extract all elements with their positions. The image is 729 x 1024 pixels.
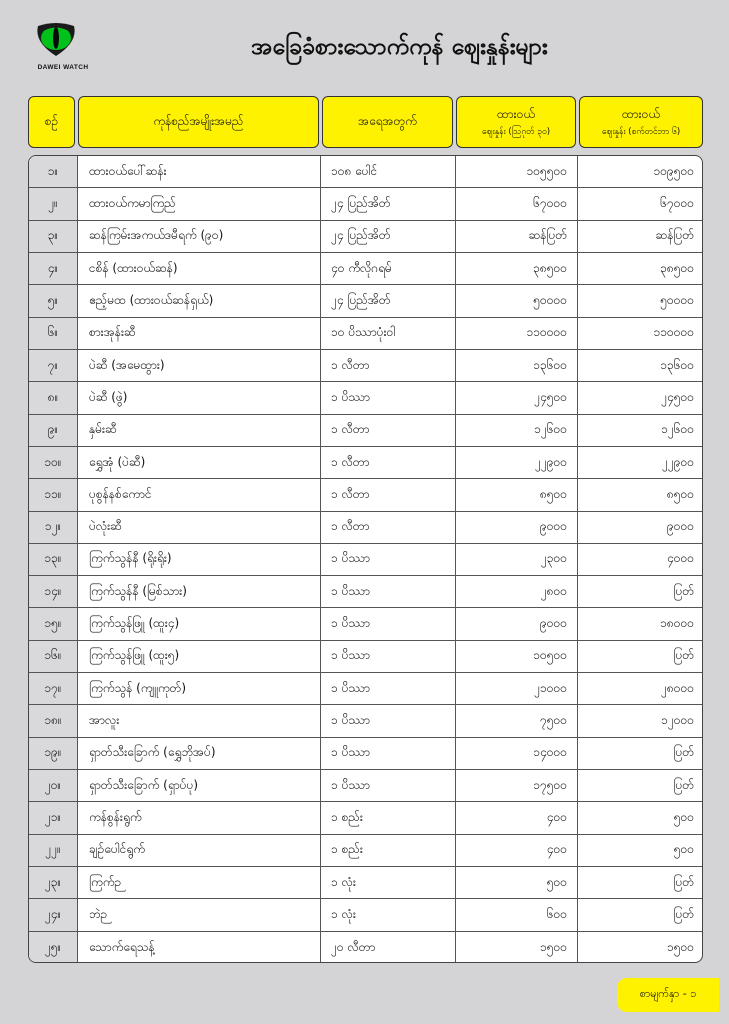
item-name: ရှာတ်သီးခြောက် (ရွှေဘိုအပ်) [78, 738, 321, 769]
price-aug: ၁၄၀၀၀ [456, 738, 578, 769]
row-number: ၇။ [29, 350, 78, 381]
price-aug: ၉၀၀၀ [456, 512, 578, 543]
table-row [29, 318, 702, 350]
price-sep: ၂၂၉၀၀ [661, 454, 694, 469]
item-unit: ၁ ပိဿာ [321, 576, 456, 607]
item-unit: ၁ ပိဿာ [321, 608, 456, 639]
price-sep: ၅၀၀၀၀ [660, 292, 694, 307]
price-aug: ဆန်ပြတ် [456, 221, 578, 252]
item-unit: ၁ ပိဿာ [321, 544, 456, 575]
item-name: ရှာတ်သီးခြောက် (ရှာပ်ပု) [78, 770, 321, 801]
row-number: ၂၀။ [29, 770, 78, 801]
item-unit: ၁ ပိဿာ [321, 705, 456, 736]
price-aug: ၁၇၅၀၀ [456, 770, 578, 801]
price-sep: ၆၇၀၀၀ [660, 195, 694, 210]
item-unit: ၁ လီတာ [321, 479, 456, 510]
item-name: ဧည့်မထ (ထားဝယ်ဆန်ရှယ်) [78, 285, 321, 316]
table-row [29, 641, 702, 673]
row-number: ၉။ [29, 415, 78, 446]
row-number: ၂၂။ [29, 835, 78, 866]
header-price-sep: ထားဝယ် ဈေးနှုန်း (စက်တင်ဘာ ၆) [579, 96, 703, 148]
row-number: ၁၀။ [29, 447, 78, 478]
price-aug: ၆၀၀ [456, 899, 578, 930]
row-number: ၁၆။ [29, 641, 78, 672]
page-number-badge: စာမျက်နှာ - ၁ [617, 978, 719, 1012]
item-unit: ၁ ပိဿာ [321, 738, 456, 769]
item-name: ပုစွန်နစ်ကောင် [78, 479, 321, 510]
price-aug: ၂၂၉၀၀ [456, 447, 578, 478]
item-unit: ၁ စည်း [321, 802, 456, 833]
header-unit: အရေအတွက် [322, 96, 453, 148]
price-aug: ၃၈၅၀၀ [456, 253, 578, 284]
price-aug: ၄၀၀ [456, 835, 578, 866]
table-row [29, 253, 702, 285]
header-name: ကုန်စည်အမျိုးအမည် [78, 96, 319, 148]
table-row [29, 932, 702, 963]
page-title: အခြေခံစားသောက်ကုန် ဈေးနှုန်းများ [251, 34, 548, 60]
price-aug: ၄၀၀ [456, 802, 578, 833]
item-unit: ၁ ပိဿာ [321, 770, 456, 801]
table-row [29, 802, 702, 834]
table-row [29, 544, 702, 576]
price-aug: ၆၇၀၀၀ [456, 188, 578, 219]
price-sep: ပြတ် [673, 874, 694, 889]
row-number: ၁၄။ [29, 576, 78, 607]
price-sep: ပြတ် [673, 907, 694, 922]
price-aug: ၁၀၅၅၀၀ [456, 156, 578, 187]
table-row [29, 673, 702, 705]
price-sep: ပြတ် [673, 648, 694, 663]
price-aug: ၂၃၀၀ [456, 544, 578, 575]
row-number: ၁၉။ [29, 738, 78, 769]
row-number: ၅။ [29, 285, 78, 316]
price-sep: ဆန်ပြတ် [655, 228, 694, 243]
price-sep: ၈၅၀၀ [666, 486, 694, 501]
item-name: စားအုန်းဆီ [78, 318, 321, 349]
item-name: ကြက်သွန် (ကျူကုတ်) [78, 673, 321, 704]
price-sep: ၁၀၉၅၀၀ [653, 163, 694, 178]
price-sep: ၁၂၀၀၀ [661, 713, 694, 728]
table-row [29, 285, 702, 317]
item-name: နှမ်းဆီ [78, 415, 321, 446]
table-row [29, 221, 702, 253]
price-aug: ၁၅၀၀ [456, 932, 578, 963]
item-unit: ၄၀ ကီလိုဂရမ် [321, 253, 456, 284]
table-row [29, 705, 702, 737]
item-name: ကြက်သွန်ဖြူ (ထူး၄) [78, 608, 321, 639]
item-unit: ၂၀ လီတာ [321, 932, 456, 963]
item-unit: ၁ ပိဿာ [321, 382, 456, 413]
price-aug: ၈၅၀၀ [456, 479, 578, 510]
item-unit: ၂၄ ပြည်အိတ် [321, 221, 456, 252]
price-aug: ၅၀၀၀၀ [456, 285, 578, 316]
item-unit: ၁ လီတာ [321, 447, 456, 478]
price-sep: ၉၀၀၀ [667, 519, 694, 534]
item-name: ကြက်ဉ [78, 867, 321, 898]
price-aug: ၇၅၀၀ [456, 705, 578, 736]
row-number: ၁။ [29, 156, 78, 187]
table-row [29, 479, 702, 511]
item-name: ငစိန် (ထားဝယ်ဆန်) [78, 253, 321, 284]
price-aug: ၉၀၀၀ [456, 608, 578, 639]
table-row [29, 899, 702, 931]
row-number: ၂၃။ [29, 867, 78, 898]
row-number: ၆။ [29, 318, 78, 349]
price-sep: ပြတ် [673, 583, 694, 598]
item-name: ချဉ်ပေါင်ရွက် [78, 835, 321, 866]
price-sep: ၅၀၀ [673, 810, 694, 825]
item-name: ကြက်သွန်နီ (ရိုးရိုး) [78, 544, 321, 575]
item-unit: ၂၄ ပြည်အိတ် [321, 285, 456, 316]
row-number: ၁၇။ [29, 673, 78, 704]
row-number: ၂၁။ [29, 802, 78, 833]
price-sep: ပြတ် [673, 777, 694, 792]
item-unit: ၁ ပိဿာ [321, 641, 456, 672]
item-name: ရွှေအုံ (ပဲဆီ) [78, 447, 321, 478]
row-number: ၁၂။ [29, 512, 78, 543]
item-name: ဆန်ကြမ်းအကယ်ဒမီရက် (၉၀) [78, 221, 321, 252]
price-sep: ပြတ် [673, 745, 694, 760]
price-sep: ၂၄၅၀၀ [661, 389, 694, 404]
eye-logo-icon [36, 22, 76, 58]
price-sep: ၅၀၀ [673, 842, 694, 857]
table-row [29, 382, 702, 414]
price-sep: ၁၅၀၀ [667, 939, 694, 954]
row-number: ၂၅။ [29, 932, 78, 963]
price-table [28, 155, 703, 963]
table-row [29, 738, 702, 770]
row-number: ၁၈။ [29, 705, 78, 736]
price-sep: ၁၁၀၀၀၀ [653, 325, 694, 340]
item-name: ပဲဆီ (ဖွဲ) [78, 382, 321, 413]
item-name: သောက်ရေသန့် [78, 932, 321, 963]
item-name: ကြက်သွန်နီ (မြစ်သား) [78, 576, 321, 607]
table-row [29, 608, 702, 640]
item-unit: ၁၀ ပိဿာပုံးဝါ [321, 318, 456, 349]
price-aug: ၁၀၅၀၀ [456, 641, 578, 672]
item-unit: ၁ လီတာ [321, 512, 456, 543]
table-row [29, 512, 702, 544]
item-name: ဘဲဉ [78, 899, 321, 930]
row-number: ၁၁။ [29, 479, 78, 510]
row-number: ၈။ [29, 382, 78, 413]
item-name: ကန်စွန်းရွက် [78, 802, 321, 833]
table-row [29, 576, 702, 608]
table-row [29, 188, 702, 220]
price-sep: ၄၀၀၀ [667, 551, 694, 566]
header-no: စဉ် [28, 96, 75, 148]
price-aug: ၅၀၀ [456, 867, 578, 898]
table-row [29, 350, 702, 382]
price-aug: ၂၄၅၀၀ [456, 382, 578, 413]
item-name: အာလူး [78, 705, 321, 736]
row-number: ၄။ [29, 253, 78, 284]
price-aug: ၁၂၆၀၀ [456, 415, 578, 446]
item-name: ထားဝယ်ပေါ်ဆန်း [78, 156, 321, 187]
price-sep: ၃၈၅၀၀ [660, 260, 694, 275]
item-unit: ၁ လီတာ [321, 350, 456, 381]
price-aug: ၂၁၀၀၀ [456, 673, 578, 704]
row-number: ၂၄။ [29, 899, 78, 930]
brand-logo [28, 22, 98, 78]
row-number: ၁၅။ [29, 608, 78, 639]
row-number: ၃။ [29, 221, 78, 252]
item-unit: ၁ လုံး [321, 899, 456, 930]
price-sep: ၁၃၆၀၀ [660, 357, 694, 372]
item-unit: ၁ ပိဿာ [321, 673, 456, 704]
price-aug: ၂၈၀၀ [456, 576, 578, 607]
price-sep: ၁၈၀၀၀ [660, 616, 694, 631]
item-unit: ၂၄ ပြည်အိတ် [321, 188, 456, 219]
table-row [29, 447, 702, 479]
item-name: ကြက်သွန်ဖြူ (ထူး၅) [78, 641, 321, 672]
item-name: ထားဝယ်ကမာကြည် [78, 188, 321, 219]
table-row [29, 835, 702, 867]
table-row [29, 867, 702, 899]
table-row [29, 156, 702, 188]
price-aug: ၁၃၆၀၀ [456, 350, 578, 381]
table-header [28, 96, 703, 148]
item-unit: ၁ စည်း [321, 835, 456, 866]
price-sep: ၂၈၀၀၀ [661, 680, 694, 695]
item-unit: ၁ လုံး [321, 867, 456, 898]
price-sep: ၁၂၆၀၀ [661, 422, 694, 437]
table-row [29, 415, 702, 447]
header-price-aug: ထားဝယ် ဈေးနှုန်း (ဩဂုတ် ၃၀) [456, 96, 576, 148]
item-unit: ၁ လီတာ [321, 415, 456, 446]
item-name: ပဲဆီ (အမေထွား) [78, 350, 321, 381]
item-name: ပဲလုံးဆီ [78, 512, 321, 543]
row-number: ၂။ [29, 188, 78, 219]
table-row [29, 770, 702, 802]
price-aug: ၁၁၀၀၀၀ [456, 318, 578, 349]
item-unit: ၁၀၈ ပေါင် [321, 156, 456, 187]
brand-name: DAWEI WATCH [37, 64, 89, 71]
row-number: ၁၃။ [29, 544, 78, 575]
